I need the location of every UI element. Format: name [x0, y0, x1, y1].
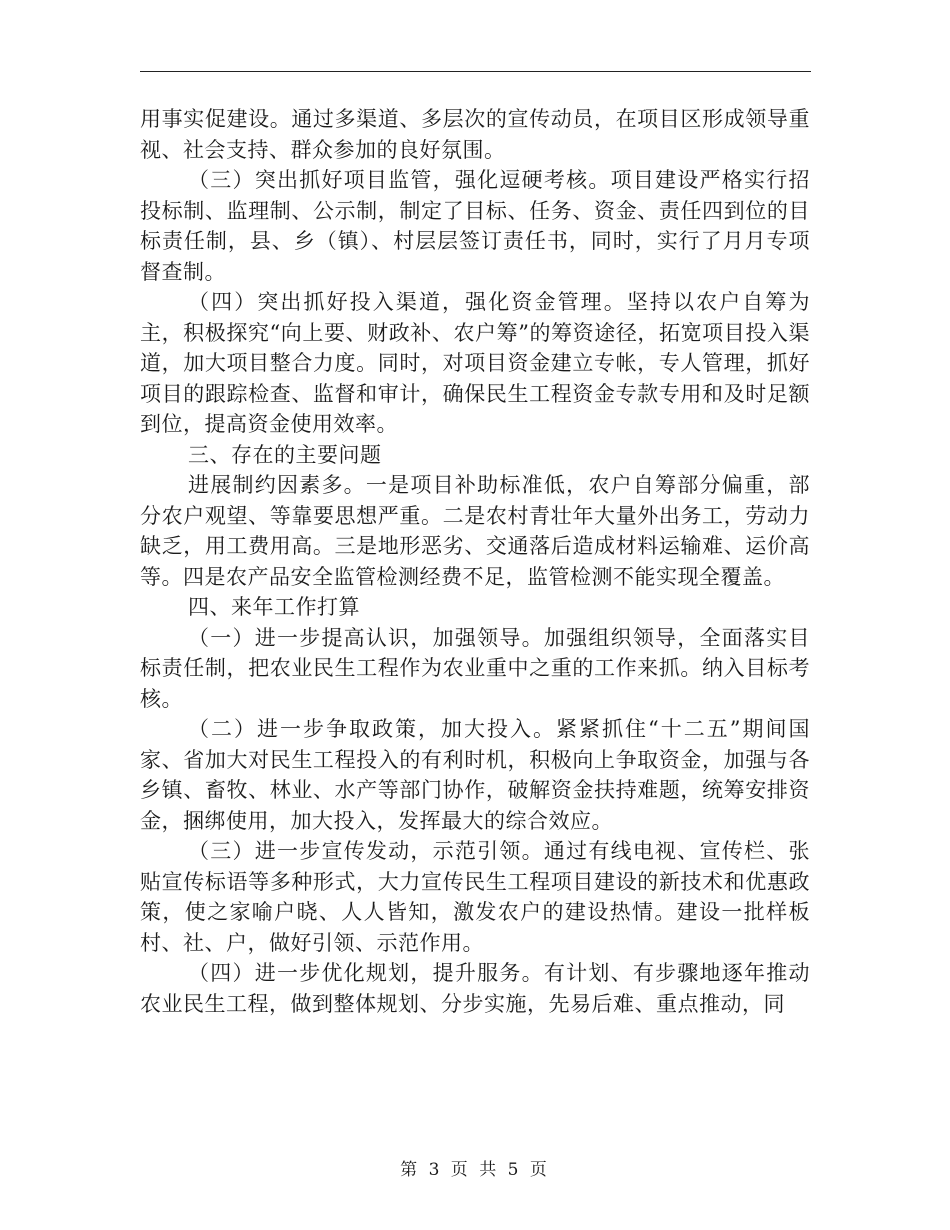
- header-rule: [140, 71, 811, 72]
- paragraph-plan-publicity: （三）进一步宣传发动，示范引领。通过有线电视、宣传栏、张贴宣传标语等多种形式，大力宣传民生工程项目建设的新技术和优惠政策，使之家喻户晓、人人皆知，激发农户的建设热情。建设一批样板村、社、户，做好引领、示范作用。: [140, 839, 810, 955]
- paragraph-plan-service: （四）进一步优化规划，提升服务。有计划、有步骤地逐年推动农业民生工程，做到整体规划、分步实施，先易后难、重点推动，同: [140, 961, 810, 1016]
- paragraph-plan-leadership: （一）进一步提高认识，加强领导。加强组织领导，全面落实目标责任制，把农业民生工程作为农业重中之重的工作来抓。纳入目标考核。: [140, 625, 810, 711]
- paragraph-investment-channels: （四）突出抓好投入渠道，强化资金管理。坚持以农户自筹为主，积极探究“向上要、财政补、农户筹”的筹资途径，拓宽项目投入渠道，加大项目整合力度。同时，对项目资金建立专帐，专人管理，抓好项目的跟踪检查、监督和审计，确保民生工程资金专款专用和及时足额到位，提高资金使用效率。: [140, 290, 810, 436]
- paragraph-continuation: 用事实促建设。通过多渠道、多层次的宣传动员，在项目区形成领导重视、社会支持、群众参加的良好氛围。: [140, 107, 810, 162]
- paragraph-project-supervision: （三）突出抓好项目监管，强化逗硬考核。项目建设严格实行招投标制、监理制、公示制，制定了目标、任务、资金、责任四到位的目标责任制，县、乡（镇）、村层层签订责任书，同时，实行了月月专项督查制。: [140, 168, 810, 284]
- document-body: [140, 104, 810, 1019]
- paragraph-constraints: 进展制约因素多。一是项目补助标准低，农户自筹部分偏重，部分农户观望、等靠要思想严重。二是农村青壮年大量外出务工，劳动力缺乏，用工费用高。三是地形恶劣、交通落后造成材料运输难、运价高等。四是农产品安全监管检测经费不足，监管检测不能实现全覆盖。: [140, 473, 810, 589]
- page-number-footer: 第 3 页 共 5 页: [400, 1160, 550, 1180]
- section-heading-next-year-plan: 四、来年工作打算: [188, 595, 360, 619]
- paragraph-plan-policy: （二）进一步争取政策，加大投入。紧紧抓住“十二五”期间国家、省加大对民生工程投入的有利时机，积极向上争取资金，加强与各乡镇、畜牧、林业、水产等部门协作，破解资金扶持难题，统筹安排资金，捆绑使用，加大投入，发挥最大的综合效应。: [140, 717, 810, 833]
- section-heading-main-problems: 三、存在的主要问题: [188, 442, 382, 467]
